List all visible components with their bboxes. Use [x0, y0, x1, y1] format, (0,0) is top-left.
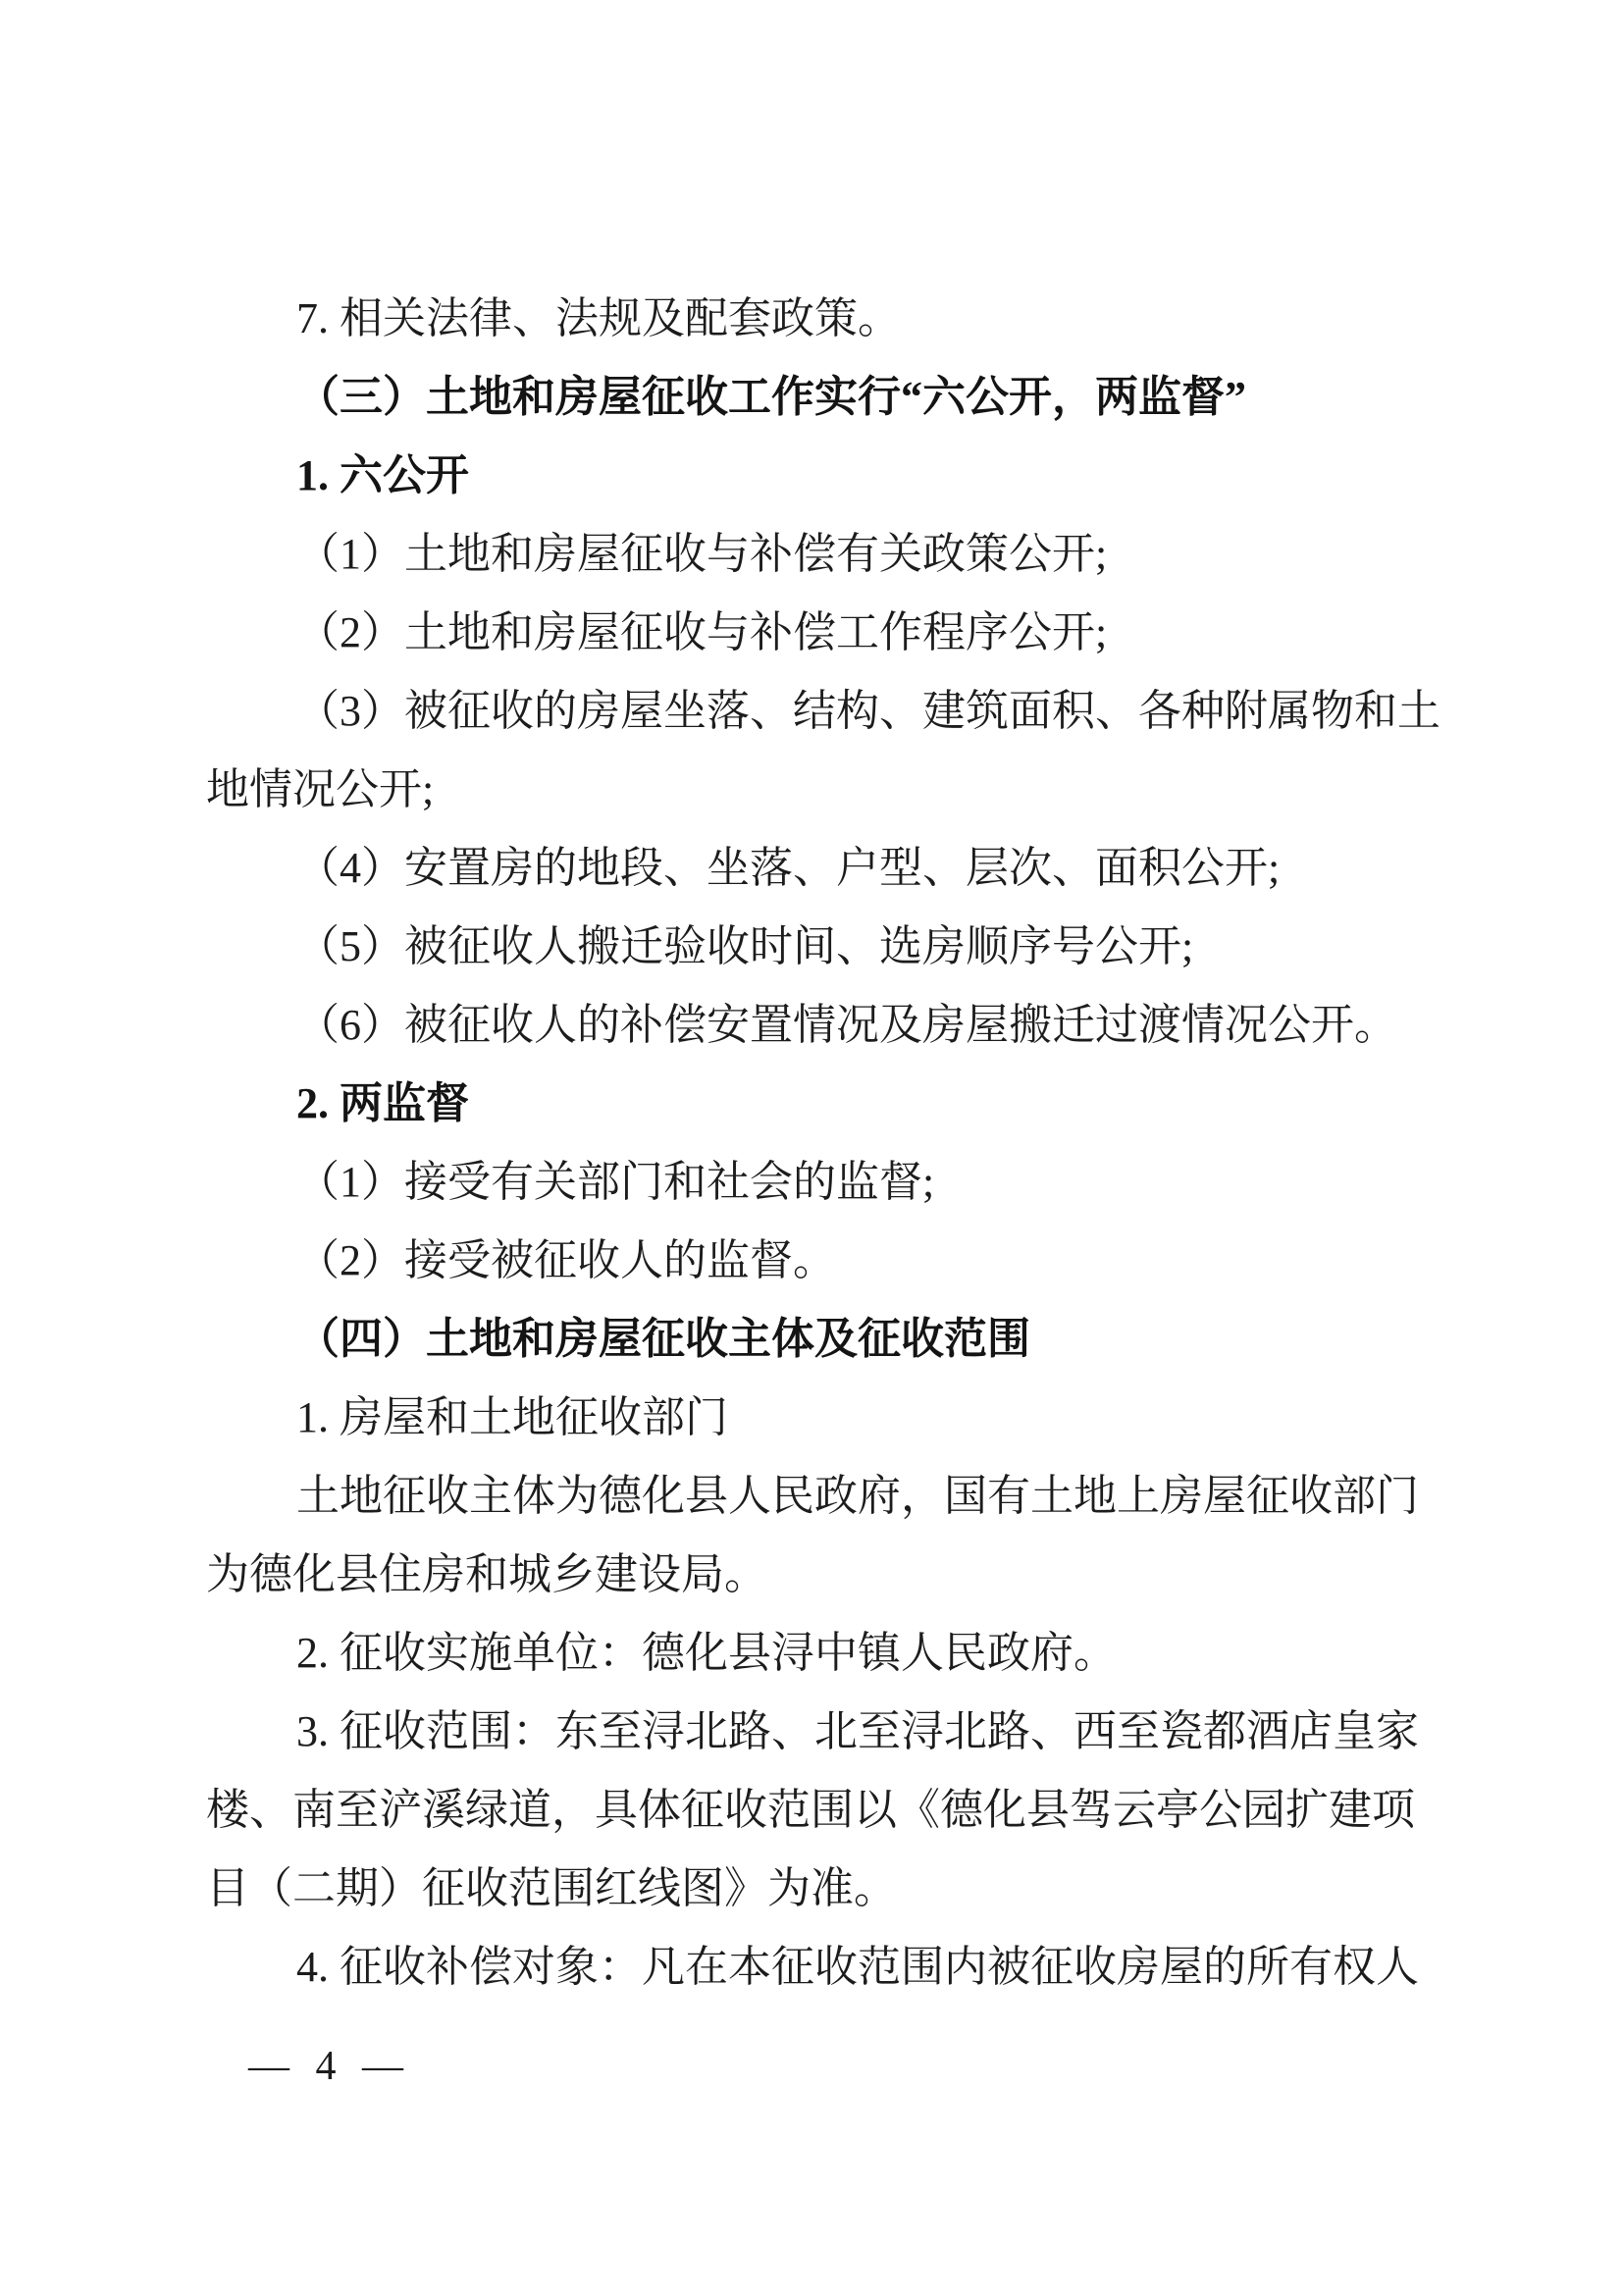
text-line: 目（二期）征收范围红线图》为准。	[206, 1864, 897, 1912]
text-line: 楼、南至浐溪绿道，具体征收范围以《德化县驾云亭公园扩建项	[206, 1786, 1415, 1834]
text-line: （4）安置房的地段、坐落、户型、层次、面积公开;	[296, 844, 1281, 892]
text-line: 1. 房屋和土地征收部门	[296, 1393, 728, 1441]
text-line: （1）接受有关部门和社会的监督;	[296, 1158, 935, 1206]
text-line: （5）被征收人搬迁验收时间、选房顺序号公开;	[296, 922, 1194, 970]
text-line: （1）土地和房屋征收与补偿有关政策公开;	[296, 530, 1108, 578]
text-line: 土地征收主体为德化县人民政府，国有土地上房屋征收部门	[296, 1472, 1419, 1520]
text-line: （2）接受被征收人的监督。	[296, 1236, 836, 1284]
text-line: 2. 征收实施单位：德化县浔中镇人民政府。	[296, 1629, 1117, 1677]
text-line: （四）土地和房屋征收主体及征收范围	[296, 1315, 1030, 1363]
text-line: 地情况公开;	[206, 765, 435, 813]
text-line: 4. 征收补偿对象：凡在本征收范围内被征收房屋的所有权人	[296, 1943, 1419, 1991]
document-body	[206, 280, 1462, 2007]
text-line: 1. 六公开	[296, 451, 469, 499]
text-line: 3. 征收范围：东至浔北路、北至浔北路、西至瓷都酒店皇家	[296, 1707, 1419, 1755]
page-number: — 4 —	[248, 2044, 411, 2089]
text-line: （三）土地和房屋征收工作实行“六公开，两监督”	[296, 373, 1246, 421]
text-line: （2）土地和房屋征收与补偿工作程序公开;	[296, 608, 1108, 656]
text-line: （3）被征收的房屋坐落、结构、建筑面积、各种附属物和土	[296, 687, 1440, 735]
text-line: 2. 两监督	[296, 1079, 469, 1127]
text-line: 为德化县住房和城乡建设局。	[206, 1550, 767, 1598]
text-line: （6）被征收人的补偿安置情况及房屋搬迁过渡情况公开。	[296, 1001, 1397, 1049]
text-line: 7. 相关法律、法规及配套政策。	[296, 294, 901, 342]
